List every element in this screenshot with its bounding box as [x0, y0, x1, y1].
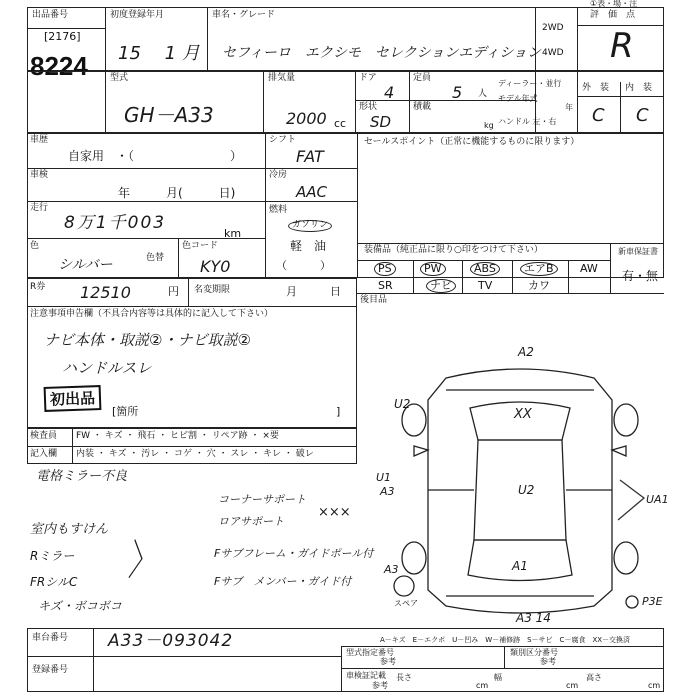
drive-2wd: 2WD — [542, 23, 564, 33]
shape-label: 形状 — [359, 102, 378, 112]
mark-left-ua1: U1 — [376, 471, 392, 484]
notes-label: 注意事項申告欄（不具合内容等は具体的に記入して下さい） — [30, 309, 274, 319]
mark-front-a2: A2 — [518, 345, 534, 359]
lot-number: 8224 — [30, 51, 88, 81]
lot-bracket: [2176] — [44, 30, 81, 43]
model-designation-label: 型式指定番号 — [346, 648, 394, 657]
color-value: シルバー — [58, 257, 113, 273]
model-label: 車名・グレード — [212, 10, 276, 20]
equipment-label: 装備品（純正品に限り○印をつけて下さい） — [364, 245, 543, 255]
displacement-unit: cc — [334, 117, 347, 130]
mileage-value: 8万1千003 — [64, 213, 167, 233]
year-unit: 年 — [565, 103, 573, 112]
warranty-label: 新車保証書 — [618, 247, 658, 256]
ac-value: AAC — [296, 183, 327, 201]
remark-fr-sill: FRシルC — [30, 575, 78, 589]
capacity-unit: 人 — [478, 89, 488, 99]
equip-aw: AW — [580, 262, 598, 275]
type-value: GH－A33 — [124, 103, 214, 127]
warranty-value: 有・無 — [622, 269, 659, 283]
rear-seat-label: 後目品 — [360, 295, 388, 305]
equip-sr: SR — [378, 279, 393, 292]
mark-rear-a3-14: A3 14 — [516, 611, 551, 625]
fuel-diesel: 軽 油 — [290, 239, 327, 253]
remark-interior: 室内もすけん — [30, 522, 109, 537]
mark-left-a3: A3 — [380, 485, 395, 498]
ac-label: 冷房 — [269, 170, 288, 180]
name-change-label: 名変期限 — [194, 285, 231, 295]
lot-label: 出品番号 — [32, 10, 69, 20]
model-year-label: モデル年式 — [498, 94, 538, 103]
capacity-label: 定員 — [413, 73, 432, 83]
first-reg-label: 初度登録年月 — [110, 10, 165, 20]
length-unit: cm — [476, 681, 489, 690]
equip-pw: PW — [420, 262, 446, 276]
mileage-label: 走行 — [30, 203, 49, 213]
place-label: [箇所 — [112, 405, 139, 418]
dealer-label: ディーラー・並行 — [498, 79, 562, 88]
exterior-value: C — [592, 105, 605, 126]
color-change-label: 色替 — [146, 253, 165, 263]
type-label: 型式 — [110, 73, 129, 83]
remark-f-subframe: Fサブフレーム・ガイドポール付 — [214, 547, 374, 560]
remarks-label: 記入欄 — [30, 449, 58, 459]
load-label: 積載 — [413, 102, 432, 112]
equip-abs: ABS — [470, 262, 500, 276]
handle-label: ハンドル 左・右 — [498, 117, 557, 126]
inspection-value: 年 月( 日) — [118, 186, 236, 200]
tax-label: R券 — [30, 282, 46, 292]
remark-mirror: 電格ミラー不良 — [36, 469, 128, 484]
mark-right-p3e: P3E — [642, 595, 663, 608]
mark-windshield-xx: XX — [514, 407, 532, 422]
displacement-label: 排気量 — [268, 73, 296, 83]
drive-4wd: 4WD — [542, 48, 564, 58]
diagram-legend: A－キズ E－エクボ U－凹み W－補修跡 S－サビ C－腐食 XX－交換済 — [380, 636, 631, 644]
interior-row: 内装 ・ キズ ・ 汚レ ・ コゲ ・ 穴 ・ スレ ・ キレ ・ 破レ — [76, 449, 314, 459]
grade-value: R — [610, 26, 634, 66]
first-listing-stamp: 初出品 — [44, 385, 102, 412]
fuel-label: 燃料 — [269, 205, 288, 215]
model-value: セフィーロ エクシモ セレクションエディション — [222, 45, 541, 61]
shift-value: FAT — [296, 147, 324, 166]
mark-rear-a1: A1 — [512, 559, 528, 573]
equip-airbag: エアB — [520, 262, 558, 276]
name-change-value: 月 日 — [286, 285, 341, 298]
equip-ps: PS — [374, 262, 396, 276]
interior-value: C — [636, 105, 649, 126]
remark-r-mirror: Rミラー — [30, 549, 75, 563]
inspector-label: 検査員 — [30, 431, 58, 441]
doors-label: ドア — [359, 73, 377, 83]
tax-value: 12510 — [80, 283, 131, 302]
shift-label: シフト — [269, 135, 297, 145]
load-unit: kg — [484, 121, 494, 130]
color-code-label: 色コード — [182, 241, 219, 251]
tax-unit: 円 — [168, 285, 179, 298]
remark-f-submember: Fサブ メンバー・ガイド付 — [214, 575, 352, 588]
history-value: 自家用 ・（ ） — [68, 149, 243, 163]
mark-roof-u2: U2 — [518, 483, 535, 497]
remark-scratch: キズ・ボコボコ — [38, 599, 122, 613]
width-unit: cm — [566, 681, 579, 690]
color-label: 色 — [30, 241, 40, 251]
height-unit: cm — [648, 681, 661, 690]
equip-navi: ナビ — [426, 279, 456, 293]
length-label: 長さ — [396, 673, 412, 682]
width-label: 幅 — [494, 673, 502, 682]
mileage-unit: km — [224, 227, 242, 240]
displacement-value: 2000 — [286, 109, 327, 128]
mark-right-ua1: UA1 — [646, 493, 669, 506]
exterior-label: 外 装 — [582, 83, 610, 93]
doors-value: 4 — [384, 83, 395, 102]
notes-line1: ナビ本体・取説②・ナビ取説② — [44, 331, 251, 349]
top-right-note: ①表・場・注 — [590, 0, 638, 8]
remark-corner-support: コーナーサポート — [218, 493, 306, 506]
remark-lower-support: ロアサポート — [218, 515, 284, 528]
grade-label: 評 価 点 — [590, 10, 636, 20]
category-ref: 参考 — [540, 657, 556, 666]
mark-left-u2: U2 — [394, 397, 411, 411]
remark-mark-x: ××× — [318, 505, 351, 520]
shape-value: SD — [370, 113, 392, 131]
remark-brace: 〉 — [128, 537, 155, 586]
place-close: ] — [336, 405, 341, 418]
windshield-row: FW ・ キズ ・ 飛石 ・ ヒビ割 ・ リペア跡 ・ ×要 — [76, 431, 279, 441]
category-label: 類別区分番号 — [510, 648, 558, 657]
color-code-value: KY0 — [200, 257, 231, 276]
vehicle-cert-label: 車検証記載 — [346, 671, 386, 680]
notes-line2: ハンドルスレ — [62, 359, 152, 377]
mark-left-rear-a3: A3 — [384, 563, 399, 576]
height-label: 高さ — [586, 673, 602, 682]
sales-point-label: セールスポイント（正常に機能するものに限ります） — [364, 137, 580, 147]
capacity-value: 5 — [452, 83, 463, 102]
mark-spare: スペア — [394, 599, 418, 608]
chassis-value: A33－093042 — [108, 631, 234, 651]
history-label: 車歴 — [30, 135, 49, 145]
registration-label: 登録番号 — [32, 665, 69, 675]
interior-label: 内 装 — [625, 83, 653, 93]
model-designation-ref: 参考 — [380, 657, 396, 666]
vehicle-cert-ref: 参考 — [372, 681, 388, 690]
chassis-label: 車台番号 — [32, 633, 69, 643]
equip-leather: カワ — [528, 279, 550, 292]
fuel-other: （ ） — [276, 259, 331, 272]
first-reg-value: 15 1 月 — [118, 43, 200, 64]
fuel-gasoline: ガソリン — [288, 220, 332, 232]
equip-tv: TV — [478, 279, 493, 292]
inspection-label: 車検 — [30, 170, 49, 180]
